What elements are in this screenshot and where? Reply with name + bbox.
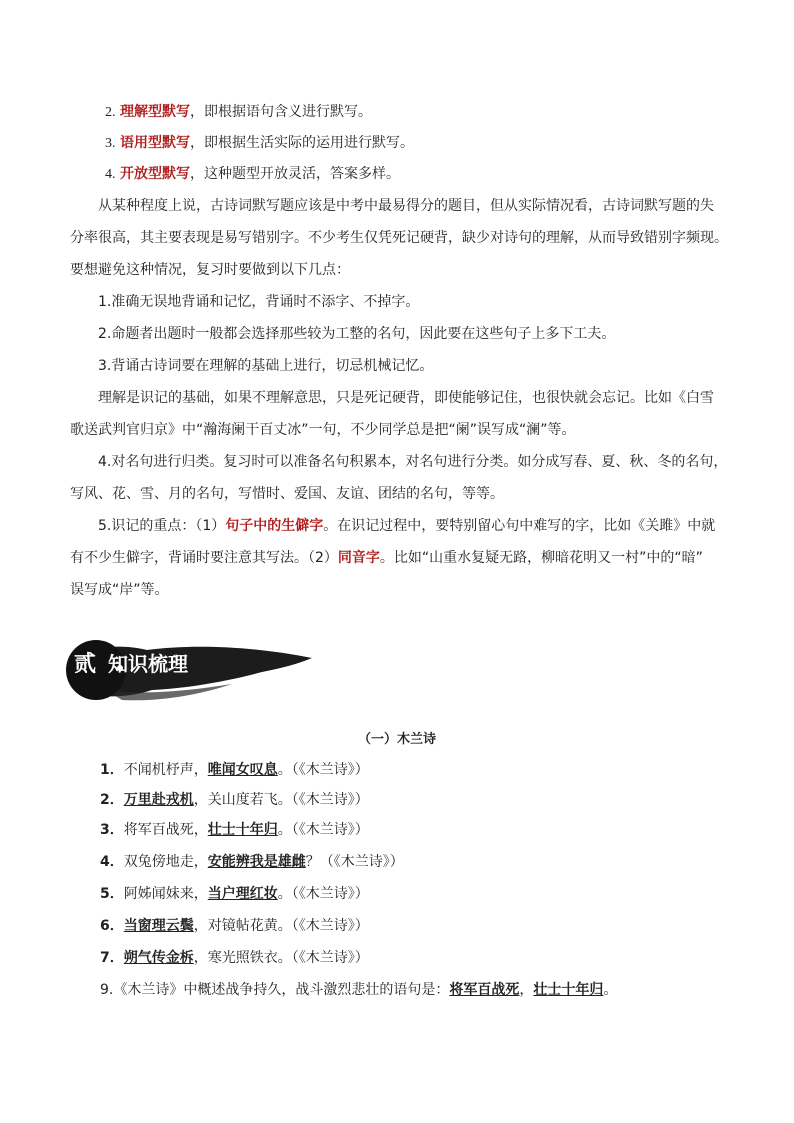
poem-item-5: 5．阿姊闻妹来，当户理红妆。（《木兰诗》）: [100, 886, 369, 902]
tip-5-line-1: [98, 516, 715, 536]
answer: 万里赴戎机: [123, 792, 194, 808]
item-number: 4.: [105, 167, 116, 182]
intro-item-3: [105, 133, 414, 154]
answer: 当户理红妆: [207, 886, 278, 902]
para-1-line-3: 要想避免这种情况，复习时要做到以下几点：: [70, 262, 350, 278]
intro-item-4: [105, 164, 400, 185]
answer: 壮士十年归: [207, 822, 278, 838]
question-9: 9.《木兰诗》中概述战争持久，战斗激烈悲壮的语句是：将军百战死，壮士十年归。: [100, 982, 618, 998]
tip-4-line-1: 4.对名句进行归类。复习时可以准备名句积累本，对名句进行分类。如分成写春、夏、秋、冬的名句，: [98, 454, 728, 470]
poem-item-6: 6．当窗理云鬓，对镜帖花黄。（《木兰诗》）: [100, 918, 369, 934]
item-number: 2.: [105, 105, 116, 120]
tip-5-text: 。在识记过程中，要特别留心句中难写的字，比如《关雎》中就: [323, 518, 716, 534]
tip-5-text: 有不少生僻字，背诵时要注意其写法。（2）: [70, 550, 338, 566]
intro-item-2: [105, 102, 372, 123]
section-heading: [74, 647, 188, 678]
poem-item-3: 3．将军百战死，壮士十年归。（《木兰诗》）: [100, 822, 369, 838]
tip-1: 1.准确无误地背诵和记忆，背诵时不添字、不掉字。: [98, 294, 420, 310]
desc: ，这种题型开放灵活，答案多样。: [189, 166, 400, 182]
term: 开放型默写: [119, 166, 190, 182]
answer: 朔气传金柝: [123, 950, 194, 966]
section-badge: 贰: [74, 652, 97, 677]
answer: 安能辨我是雄雌: [207, 854, 306, 870]
poem-item-4: 4．双兔傍地走，安能辨我是雄雌？（《木兰诗》）: [100, 854, 404, 870]
tip-5-line-2: [70, 548, 703, 568]
answer: 唯闻女叹息: [207, 762, 278, 778]
desc: ，即根据语句含义进行默写。: [189, 104, 372, 120]
tip-4-line-2: 写风、花、雪、月的名句，写惜时、爱国、友谊、团结的名句，等等。: [70, 486, 504, 502]
poem-item-1: 1．不闻机杼声，唯闻女叹息。（《木兰诗》）: [100, 762, 369, 778]
section-title: 知识梳理: [108, 652, 189, 676]
para-1-line-1: 从某种程度上说，古诗词默写题应该是中考中最易得分的题目，但从实际情况看，古诗词默写题的失: [98, 198, 714, 214]
tip-5-line-3: 误写成“岸”等。: [70, 582, 169, 598]
term: 语用型默写: [119, 135, 190, 151]
answer: 当窗理云鬓: [123, 918, 194, 934]
para-2-line-2: 歌送武判官归京》中“瀚海阑干百丈冰”一句，不少同学总是把“阑”误写成“澜”等。: [70, 422, 576, 438]
answer: 将军百战死: [449, 982, 520, 998]
tip-2: 2.命题者出题时一般都会选择那些较为工整的名句，因此要在这些句子上多下工夫。: [98, 326, 616, 342]
key-phrase: 同音字: [337, 550, 380, 566]
poem-item-7: 7．朔气传金柝，寒光照铁衣。（《木兰诗》）: [100, 950, 369, 966]
para-1-line-2: 分率很高，其主要表现是易写错别字。不少考生仅凭死记硬背，缺少对诗句的理解，从而导致错别字频现。: [70, 230, 728, 246]
answer: 壮士十年归: [533, 982, 604, 998]
key-phrase: 句子中的生僻字: [225, 518, 324, 534]
tip-5-intro: 5.识记的重点：（1）: [98, 518, 226, 534]
tip-3: 3.背诵古诗词要在理解的基础上进行，切忌机械记忆。: [98, 358, 434, 374]
term: 理解型默写: [119, 104, 190, 120]
subsection-title: （一）木兰诗: [357, 732, 436, 747]
para-2-line-1: 理解是识记的基础，如果不理解意思，只是死记硬背，即使能够记住，也很快就会忘记。比如《白雪: [98, 390, 714, 406]
poem-item-2: 2．万里赴戎机，关山度若飞。（《木兰诗》）: [100, 792, 369, 808]
desc: ，即根据生活实际的运用进行默写。: [189, 135, 414, 151]
tip-5-text: 。比如“山重水复疑无路，柳暗花明又一村”中的“暗”: [379, 550, 703, 566]
item-number: 3.: [105, 136, 116, 151]
